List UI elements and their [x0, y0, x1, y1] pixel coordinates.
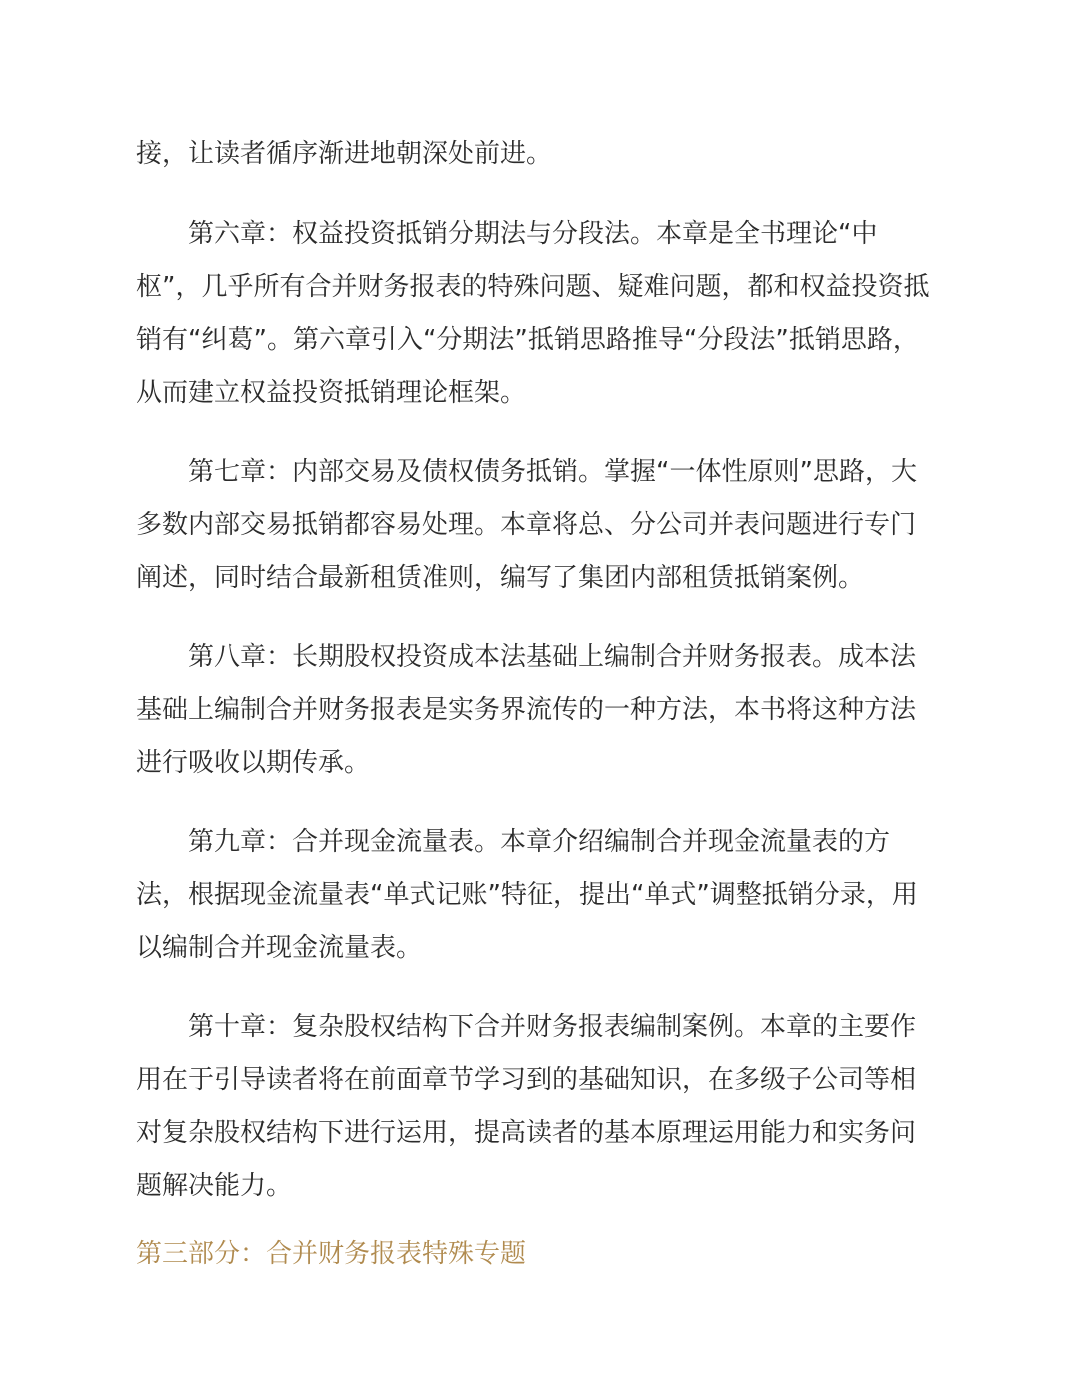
paragraph-line: 第七章：内部交易及债权债务抵销。掌握“一体性原则”思路，大	[188, 457, 917, 487]
paragraph-chapter-9	[136, 816, 948, 975]
paragraph-intro-tail	[136, 128, 948, 181]
paragraph-line: 第十章：复杂股权结构下合并财务报表编制案例。本章的主要作	[188, 1012, 917, 1042]
paragraph-chapter-10	[136, 1001, 948, 1213]
paragraph-line: 用在于引导读者将在前面章节学习到的基础知识，在多级子公司等相	[136, 1065, 917, 1095]
paragraph-line: 第八章：长期股权投资成本法基础上编制合并财务报表。成本法	[188, 642, 917, 672]
paragraph-line: 法，根据现金流量表“单式记账”特征，提出“单式”调整抵销分录，用	[136, 880, 918, 910]
section-heading: 第三部分：合并财务报表特殊专题	[136, 1239, 527, 1269]
paragraph-line: 阐述，同时结合最新租赁准则，编写了集团内部租赁抵销案例。	[136, 563, 865, 593]
paragraph-chapter-7	[136, 446, 948, 605]
paragraph-line: 枢”，几乎所有合并财务报表的特殊问题、疑难问题，都和权益投资抵	[136, 272, 930, 302]
paragraph-line: 进行吸收以期传承。	[136, 748, 371, 778]
paragraph-line: 第六章：权益投资抵销分期法与分段法。本章是全书理论“中	[188, 219, 878, 249]
paragraph-line: 销有“纠葛”。第六章引入“分期法”抵销思路推导“分段法”抵销思路，	[136, 325, 919, 355]
paragraph-line: 第九章：合并现金流量表。本章介绍编制合并现金流量表的方	[188, 827, 891, 857]
paragraph-line: 题解决能力。	[136, 1171, 293, 1201]
paragraph-line: 对复杂股权结构下进行运用，提高读者的基本原理运用能力和实务问	[136, 1118, 917, 1148]
paragraph-line: 以编制合并现金流量表。	[136, 933, 423, 963]
paragraph-chapter-8	[136, 631, 948, 790]
paragraph-line: 基础上编制合并财务报表是实务界流传的一种方法，本书将这种方法	[136, 695, 917, 725]
paragraph-line: 接，让读者循序渐进地朝深处前进。	[136, 139, 553, 169]
paragraph-line: 从而建立权益投资抵销理论框架。	[136, 378, 527, 408]
paragraph-line: 多数内部交易抵销都容易处理。本章将总、分公司并表问题进行专门	[136, 510, 917, 540]
paragraph-chapter-6	[136, 208, 948, 420]
